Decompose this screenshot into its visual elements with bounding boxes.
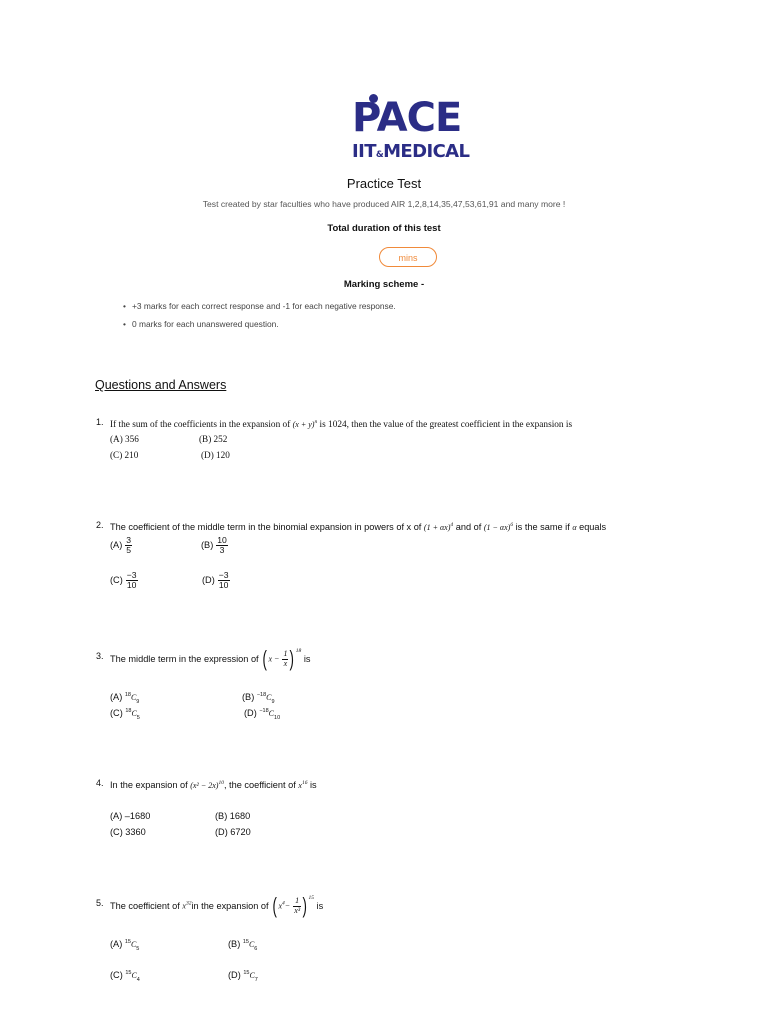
question-number: 5. [96, 898, 104, 908]
question-number: 4. [96, 778, 104, 788]
option-c: (C) 3360 [110, 827, 146, 837]
logo-subtext: IIT&MEDICAL [352, 141, 470, 162]
option-b: (B) 252 [199, 434, 228, 444]
option-a: (A) –1680 [110, 811, 151, 821]
option-d: (D) $^{15}C_7$ [228, 970, 258, 983]
question-text: The coefficient of the middle term in the binomial expansion in powers of x of $(1 + \alpha x)^4$ and of $(1 - \alpha x)^6$ is the same if α equals [110, 522, 607, 533]
option-a: (A) 356 [110, 434, 139, 444]
option-b: (B) 1680 [215, 811, 251, 821]
option-a: (A) $^{15}C_5$ [110, 939, 140, 952]
option-d: (D) $^{-18}C_{10}$ [244, 708, 281, 721]
option-d: (D) $\frac{-3}{10}$ [202, 570, 229, 591]
logo-text: PACE [352, 95, 462, 141]
question-number: 3. [96, 651, 104, 661]
question-text: The coefficient of $x^{32}in$ the expansion of ($x^4-$ $\frac{1}{\text{x³}}$ )$^{15}$ is [110, 893, 324, 918]
option-a: (A) $^{18}C_9$ [110, 692, 140, 705]
marking-label: Marking scheme - [343, 279, 425, 290]
option-d: (D) 6720 [215, 827, 251, 837]
marking-rule: • +3 marks for each correct response and -1 for each negative response. [132, 301, 396, 311]
question-text: In the expansion of $(x^2 - 2x)^{10}$, the coefficient of $x^{16}$ is [110, 780, 317, 791]
question-number: 1. [96, 417, 104, 427]
duration-label: Total duration of this test [327, 223, 441, 234]
option-c: (C) $^{15}C_4$ [110, 970, 140, 983]
question-text: The middle term in the expression of (x − $\frac{1}{x}$ )$^{18}$ is [110, 646, 311, 671]
option-a: (A) $\frac{3}{5}$ [110, 535, 132, 556]
option-c: (C) $\frac{-3}{10}$ [110, 570, 137, 591]
option-b: (B) $^{-18}C_9$ [242, 692, 275, 705]
option-c: (C) 210 [110, 450, 139, 460]
question-text: If the sum of the coefficients in the expansion of $(x + y)^n$ is 1024, then the value of the greatest coefficient in the expansion is [110, 419, 573, 431]
option-b: (B) $^{15}C_6$ [228, 939, 258, 952]
option-c: (C) $^{18}C_5$ [110, 708, 140, 721]
option-b: (B) $\frac{10}{3}$ [201, 535, 227, 556]
page-title: Practice Test [346, 176, 422, 191]
option-d: (D) 120 [201, 450, 230, 460]
marking-rule: • 0 marks for each unanswered question. [132, 319, 279, 329]
duration-value: mins [379, 247, 437, 267]
section-title: Questions and Answers [95, 378, 227, 392]
question-number: 2. [96, 520, 104, 530]
page-subtitle: Test created by star faculties who have produced AIR 1,2,8,14,35,47,53,61,91 and many more ! [202, 199, 566, 209]
